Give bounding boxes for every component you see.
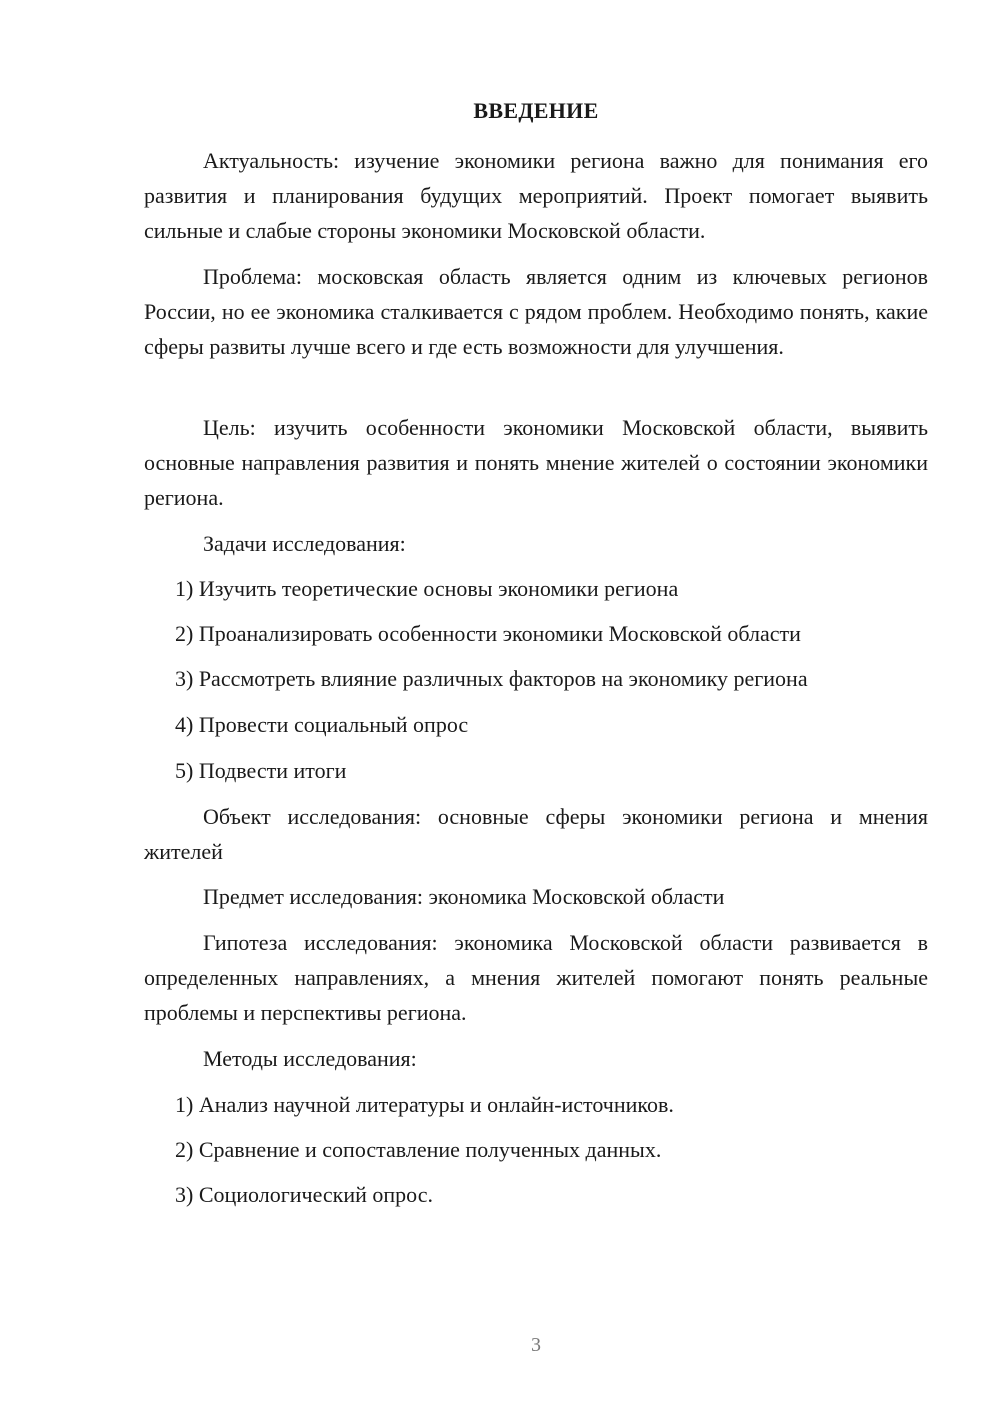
section-title: ВВЕДЕНИЕ [473,98,599,123]
tasks-heading: Задачи исследования: [203,531,406,556]
relevance-paragraph: Актуальность: изучение экономики региона важно для понимания его развития и планирования будущих мероприятий. Проект помогает выявить сильные и слабые стороны экономики Московской области. [144,148,928,243]
task-item-5: 5) Подвести итоги [175,758,347,783]
goal-paragraph: Цель: изучить особенности экономики Московской области, выявить основные направления развития и понять мнение жителей о состоянии экономики региона. [144,415,928,510]
method-item-2: 2) Сравнение и сопоставление полученных данных. [175,1137,662,1162]
document-page [144,0,928,1414]
subject-paragraph: Предмет исследования: экономика Московской области [203,884,725,909]
page-number: 3 [531,1334,541,1356]
object-paragraph: Объект исследования: основные сферы экономики региона и мнения жителей [144,804,928,864]
task-item-4: 4) Провести социальный опрос [175,712,469,737]
problem-paragraph: Проблема: московская область является одним из ключевых регионов России, но ее экономика сталкивается с рядом проблем. Необходимо понять, какие сферы развиты лучше всего и где есть возможности для улучшения. [144,264,928,359]
hypothesis-paragraph: Гипотеза исследования: экономика Московской области развивается в определенных направлениях, а мнения жителей помогают понять реальные проблемы и перспективы региона. [144,930,928,1025]
method-item-3: 3) Социологический опрос. [175,1182,433,1207]
task-item-3: 3) Рассмотреть влияние различных факторов на экономику региона [175,666,808,691]
method-item-1: 1) Анализ научной литературы и онлайн-источников. [175,1092,674,1117]
task-item-2: 2) Проанализировать особенности экономики Московской области [175,621,801,646]
methods-heading: Методы исследования: [203,1046,417,1071]
task-item-1: 1) Изучить теоретические основы экономики региона [175,576,679,601]
